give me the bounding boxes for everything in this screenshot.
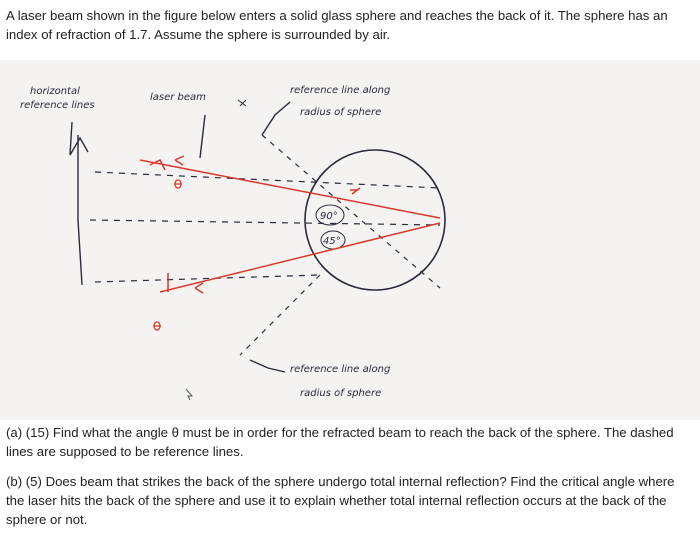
bracket-line — [78, 135, 82, 285]
laser-top-arrow-inner — [350, 188, 360, 194]
pointer-ref-top — [262, 102, 290, 135]
pointer-ref-bottom — [250, 360, 285, 372]
laser-top-arrow — [175, 156, 184, 165]
angle-top: 90° — [320, 211, 338, 222]
label-ref-top-1: reference line along — [290, 85, 391, 96]
label-reference-lines: reference lines — [20, 100, 95, 111]
ref-line-top — [95, 172, 440, 188]
ref-line-middle — [90, 220, 440, 225]
pointer-horizontal — [70, 122, 88, 155]
question-a: (a) (15) Find what the angle θ must be in order for the refracted beam to reach the back of the sphere. The dashed lines are supposed to be reference lines. — [6, 425, 674, 459]
tick-mark — [238, 100, 246, 106]
angle-bottom: 45° — [323, 236, 341, 247]
label-horizontal: horizontal — [30, 86, 80, 97]
pointer-laser — [200, 115, 205, 158]
cursor-glyph — [186, 389, 192, 400]
radius-ref-bottom — [240, 275, 320, 355]
label-ref-top-2: radius of sphere — [300, 107, 382, 118]
laser-top-beam — [140, 160, 440, 218]
radius-ref-top — [262, 135, 440, 288]
problem-figure — [0, 60, 700, 420]
label-ref-bottom-1: reference line along — [290, 364, 391, 375]
optics-diagram — [0, 60, 700, 420]
label-ref-bottom-2: radius of sphere — [300, 388, 382, 399]
laser-bottom-beam — [160, 223, 440, 292]
label-laser-beam: laser beam — [150, 92, 206, 103]
laser-bottom-arrow — [195, 283, 203, 293]
problem-intro: A laser beam shown in the figure below enters a solid glass sphere and reaches the back of it. The sphere has an index of refraction of 1.7. Assume the sphere is surrounded by air. — [6, 8, 668, 42]
laser-theta-ticks — [150, 160, 168, 292]
question-b: (b) (5) Does beam that strikes the back of the sphere undergo total internal reflection? Find the critical angle where the laser hits the back of the sphere and use it to explain whether total internal reflection occurs at the back of the sphere or not. — [6, 474, 675, 527]
